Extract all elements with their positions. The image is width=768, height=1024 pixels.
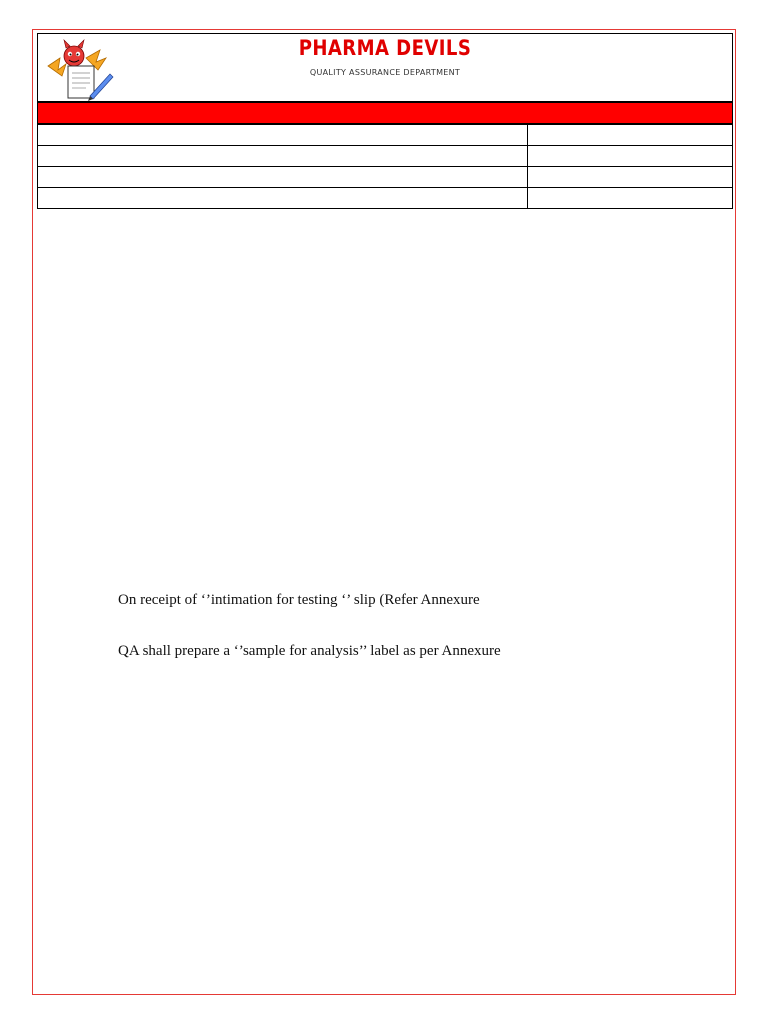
table-cell [38, 188, 528, 209]
body-paragraph: QA shall prepare a ‘’sample for analysis’’ label as per Annexure [118, 643, 501, 659]
table-row [38, 146, 733, 167]
brand-title: PHARMA DEVILS [298, 36, 472, 60]
table-cell [38, 167, 528, 188]
department-subtitle: QUALITY ASSURANCE DEPARTMENT [309, 68, 461, 77]
table-cell [528, 188, 733, 209]
body-paragraph: On receipt of ‘’intimation for testing ‘’ slip (Refer Annexure [118, 592, 480, 608]
table-cell [38, 146, 528, 167]
table-row [38, 188, 733, 209]
document-header [37, 33, 733, 102]
table-cell [528, 167, 733, 188]
table-cell [38, 125, 528, 146]
table-row [38, 167, 733, 188]
red-title-bar [37, 102, 733, 124]
table-cell [528, 125, 733, 146]
table-cell [528, 146, 733, 167]
table-row [38, 125, 733, 146]
document-info-table [37, 124, 733, 209]
